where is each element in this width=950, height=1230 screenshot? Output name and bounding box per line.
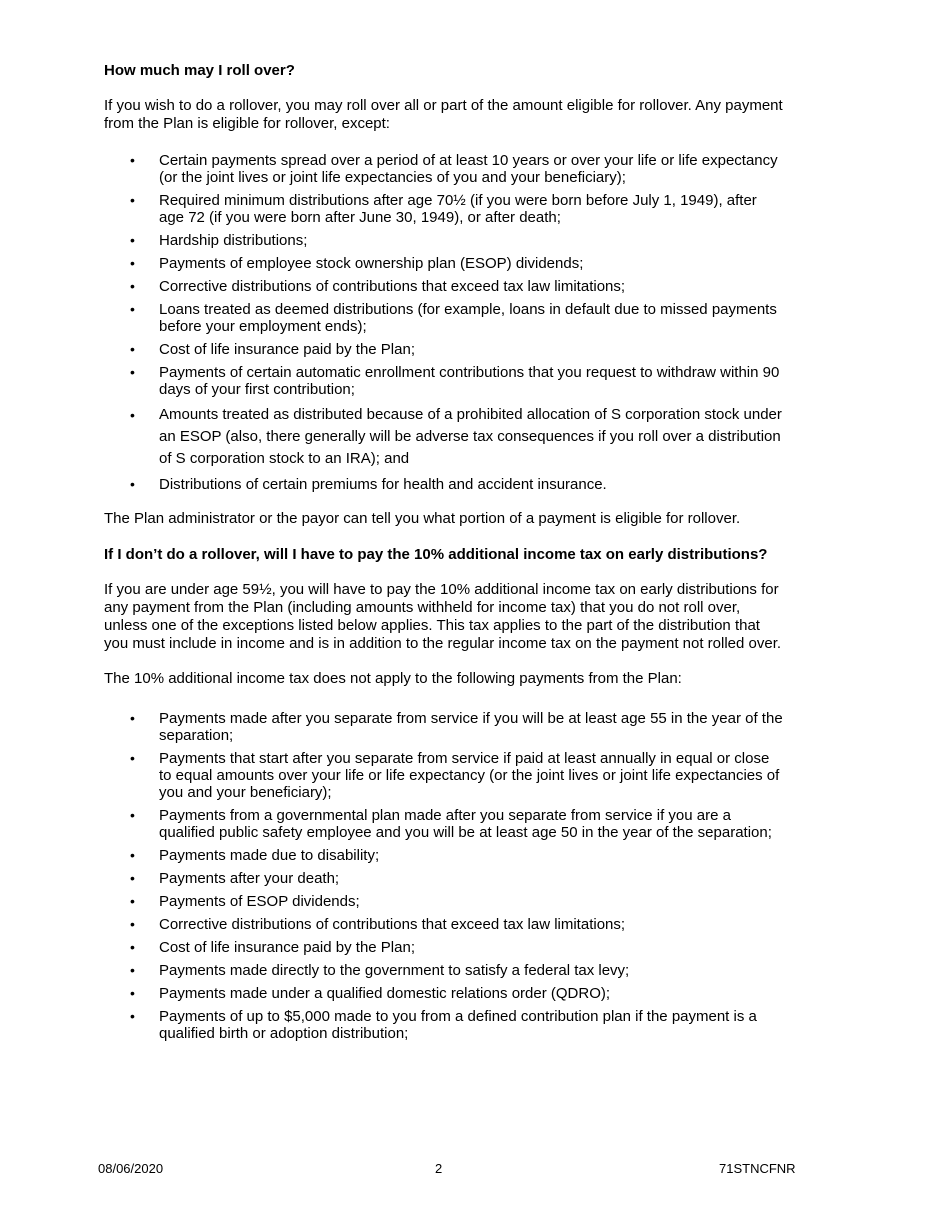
list-item: • Payments of ESOP dividends; bbox=[130, 893, 360, 910]
footer-form-code: 71STNCFNR bbox=[719, 1161, 796, 1176]
bullet-icon: • bbox=[130, 301, 135, 317]
footer-page-number: 2 bbox=[435, 1161, 443, 1176]
list-item: • Payments from a governmental plan made after you separate from service if you are a qualified public safety employee and you will be at least age 50 in the year of the separation; bbox=[130, 807, 772, 841]
footer-date: 08/06/2020 bbox=[98, 1161, 164, 1176]
document-page bbox=[104, 62, 784, 1048]
list-item: • Distributions of certain premiums for health and accident insurance. bbox=[130, 476, 607, 493]
bullet-icon: • bbox=[130, 750, 135, 766]
bullet-icon: • bbox=[130, 962, 135, 978]
list-item: • Payments made due to disability; bbox=[130, 847, 380, 864]
tax-exceptions-intro: The 10% additional income tax does not apply to the following payments from the Plan: bbox=[104, 670, 682, 687]
bullet-icon: • bbox=[130, 278, 135, 294]
bullet-icon: • bbox=[130, 407, 135, 423]
list-item: • Hardship distributions; bbox=[130, 232, 308, 249]
bullet-icon: • bbox=[130, 192, 135, 208]
list-item: • Payments made after you separate from service if you will be at least age 55 in the year of the separation; bbox=[130, 710, 783, 744]
bullet-icon: • bbox=[130, 341, 135, 357]
list-item: • Payments made under a qualified domestic relations order (QDRO); bbox=[130, 985, 611, 1002]
bullet-icon: • bbox=[130, 870, 135, 886]
rollover-exceptions-list bbox=[104, 152, 784, 493]
list-item: • Required minimum distributions after age 70½ (if you were born before July 1, 1949), after age 72 (if you were born after June 30, 1949), or after death; bbox=[130, 192, 757, 226]
section-heading-rollover-amount: How much may I roll over? bbox=[104, 62, 295, 79]
list-item: • Payments of up to $5,000 made to you from a defined contribution plan if the payment is a qualified birth or adoption distribution; bbox=[130, 1008, 757, 1042]
rollover-intro-paragraph: If you wish to do a rollover, you may roll over all or part of the amount eligible for rollover. Any payment from the Plan is eligible for rollover, except: bbox=[104, 97, 783, 132]
bullet-icon: • bbox=[130, 364, 135, 380]
bullet-icon: • bbox=[130, 916, 135, 932]
bullet-icon: • bbox=[130, 985, 135, 1001]
bullet-icon: • bbox=[130, 152, 135, 168]
rollover-closing-paragraph: The Plan administrator or the payor can tell you what portion of a payment is eligible for rollover. bbox=[104, 510, 741, 527]
list-item: • Certain payments spread over a period of at least 10 years or over your life or life expectancy (or the joint lives or joint life expectancies of you and your beneficiary); bbox=[130, 152, 778, 186]
list-item: • Payments of employee stock ownership plan (ESOP) dividends; bbox=[130, 255, 584, 272]
list-item: • Amounts treated as distributed because of a prohibited allocation of S corporation stock under an ESOP (also, there generally will be adverse tax consequences if you roll over a distribution of S corporation stock to an IRA); and bbox=[130, 406, 782, 467]
bullet-icon: • bbox=[130, 893, 135, 909]
list-item: • Payments after your death; bbox=[130, 870, 340, 887]
bullet-icon: • bbox=[130, 476, 135, 492]
list-item: • Corrective distributions of contributions that exceed tax law limitations; bbox=[130, 916, 626, 933]
list-item: • Payments made directly to the government to satisfy a federal tax levy; bbox=[130, 962, 630, 979]
list-item: • Corrective distributions of contributions that exceed tax law limitations; bbox=[130, 278, 626, 295]
bullet-icon: • bbox=[130, 255, 135, 271]
list-item: • Payments that start after you separate from service if paid at least annually in equal or close to equal amounts over your life or life expectancy (or the joint lives or joint life expectancies of you and your beneficiary); bbox=[130, 750, 780, 801]
bullet-icon: • bbox=[130, 939, 135, 955]
list-item: • Cost of life insurance paid by the Plan; bbox=[130, 939, 415, 956]
list-item: • Cost of life insurance paid by the Plan; bbox=[130, 341, 415, 358]
bullet-icon: • bbox=[130, 232, 135, 248]
bullet-icon: • bbox=[130, 807, 135, 823]
bullet-icon: • bbox=[130, 710, 135, 726]
list-item: • Payments of certain automatic enrollment contributions that you request to withdraw within 90 days of your first contribution; bbox=[130, 364, 780, 398]
section-heading-additional-tax: If I don’t do a rollover, will I have to pay the 10% additional income tax on early distributions? bbox=[104, 546, 768, 563]
bullet-icon: • bbox=[130, 847, 135, 863]
list-item: • Loans treated as deemed distributions (for example, loans in default due to missed payments before your employment ends); bbox=[130, 301, 777, 335]
tax-exceptions-list bbox=[104, 710, 784, 1042]
additional-tax-paragraph: If you are under age 59½, you will have to pay the 10% additional income tax on early distributions for any payment from the Plan (including amounts withheld for income tax) that you do not roll over, unless one of the exceptions listed below applies. This tax applies to the part of the distribution that you must include in income and is in addition to the regular income tax on the payment not rolled over. bbox=[104, 581, 782, 652]
bullet-icon: • bbox=[130, 1008, 135, 1024]
